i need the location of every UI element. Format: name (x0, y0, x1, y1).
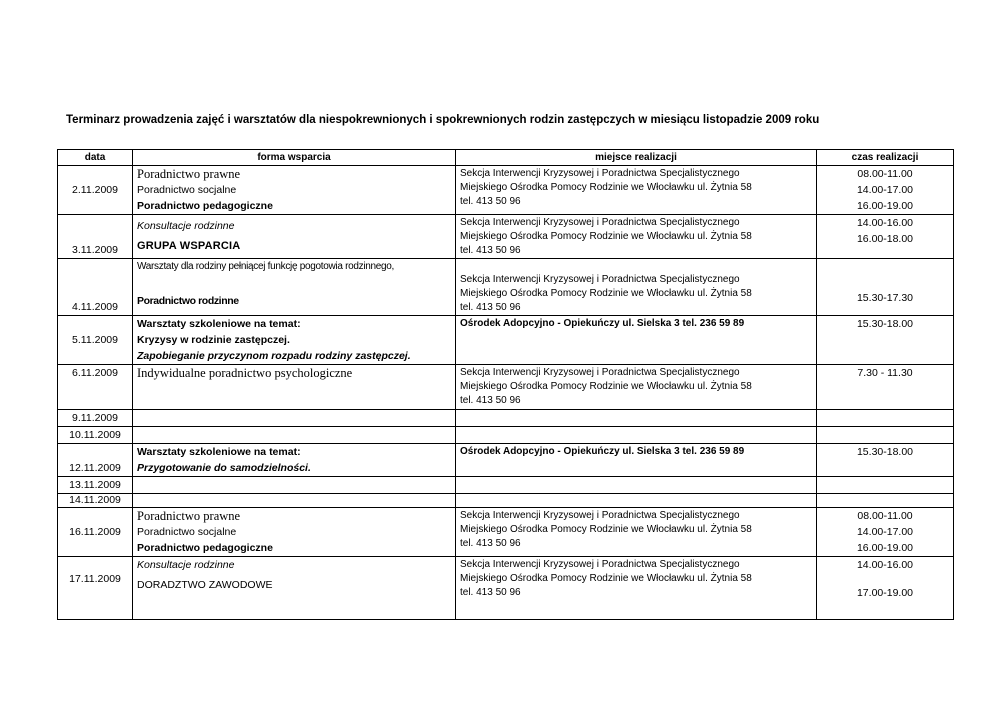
table-row (58, 557, 954, 620)
document-title: Terminarz prowadzenia zajęć i warsztatów dla niespokrewnionych i spokrewnionych rodzin zastępczych w miesiącu listopadzie 2009 roku (66, 114, 820, 126)
place-line: Miejskiego Ośrodka Pomocy Rodzinie we Włocławku ul. Żytnia 58 (460, 524, 752, 535)
row-date: 9.11.2009 (58, 410, 133, 427)
row-form (133, 215, 456, 259)
table-row (58, 508, 954, 557)
table-row (58, 444, 954, 477)
row-time (817, 410, 954, 427)
header-form: forma wsparcia (133, 150, 456, 166)
place-line: Miejskiego Ośrodka Pomocy Rodzinie we Włocławku ul. Żytnia 58 (460, 182, 752, 193)
table-row (58, 365, 954, 410)
row-date: 3.11.2009 (58, 215, 133, 259)
row-form (133, 365, 456, 410)
table-row (58, 316, 954, 365)
time-line: 15.30-18.00 (856, 318, 914, 330)
row-date: 16.11.2009 (58, 508, 133, 557)
row-place (456, 259, 817, 316)
row-place (456, 365, 817, 410)
time-line: 14.00-17.00 (856, 526, 914, 538)
row-place (456, 410, 817, 427)
row-form (133, 477, 456, 494)
place-line: tel. 413 50 96 (460, 395, 521, 406)
place-line: Miejskiego Ośrodka Pomocy Rodzinie we Włocławku ul. Żytnia 58 (460, 381, 752, 392)
row-time (817, 557, 954, 620)
form-line: GRUPA WSPARCIA (137, 240, 241, 252)
form-line: Poradnictwo pedagogiczne (137, 542, 273, 554)
row-time (817, 444, 954, 477)
row-time (817, 259, 954, 316)
place-line: Sekcja Interwencji Kryzysowej i Poradnictwa Specjalistycznego (460, 559, 740, 570)
row-date: 14.11.2009 (58, 494, 133, 508)
form-line: Zapobieganie przyczynom rozpadu rodziny zastępczej. (137, 350, 411, 362)
place-line: Sekcja Interwencji Kryzysowej i Poradnictwa Specjalistycznego (460, 510, 740, 521)
time-line: 14.00-16.00 (856, 217, 914, 229)
place-line: tel. 413 50 96 (460, 302, 521, 313)
row-form (133, 508, 456, 557)
header-place: miejsce realizacji (456, 150, 817, 166)
form-line: Poradnictwo rodzinne (137, 295, 239, 307)
place-line: tel. 413 50 96 (460, 587, 521, 598)
time-line: 14.00-16.00 (856, 559, 914, 571)
row-place (456, 444, 817, 477)
row-date: 17.11.2009 (58, 557, 133, 620)
row-form (133, 166, 456, 215)
place-line: Miejskiego Ośrodka Pomocy Rodzinie we Włocławku ul. Żytnia 58 (460, 288, 752, 299)
place-line: Ośrodek Adopcyjno - Opiekuńczy ul. Sielska 3 tel. 236 59 89 (460, 318, 745, 329)
place-line: tel. 413 50 96 (460, 245, 521, 256)
row-form (133, 259, 456, 316)
row-time (817, 166, 954, 215)
form-line: Przygotowanie do samodzielności. (137, 462, 311, 474)
place-line: Miejskiego Ośrodka Pomocy Rodzinie we Włocławku ul. Żytnia 58 (460, 231, 752, 242)
place-line: Sekcja Interwencji Kryzysowej i Poradnictwa Specjalistycznego (460, 168, 740, 179)
row-form (133, 444, 456, 477)
row-form (133, 557, 456, 620)
row-time (817, 508, 954, 557)
time-line: 15.30-17.30 (856, 292, 914, 304)
row-date: 6.11.2009 (58, 365, 133, 410)
row-time (817, 477, 954, 494)
row-date: 10.11.2009 (58, 427, 133, 444)
form-line: Warsztaty szkoleniowe na temat: (137, 446, 301, 458)
table-row (58, 477, 954, 494)
table-row (58, 427, 954, 444)
row-form (133, 494, 456, 508)
form-line: Warsztaty szkoleniowe na temat: (137, 318, 301, 330)
row-time (817, 215, 954, 259)
row-date: 5.11.2009 (58, 316, 133, 365)
table-header-row (58, 150, 954, 166)
row-place (456, 427, 817, 444)
row-form (133, 427, 456, 444)
form-line: Poradnictwo prawne (137, 167, 241, 181)
form-line: Konsultacje rodzinne (137, 559, 235, 571)
row-time (817, 427, 954, 444)
table-row (58, 410, 954, 427)
row-place (456, 316, 817, 365)
time-line: 16.00-18.00 (856, 233, 914, 245)
row-date: 12.11.2009 (58, 444, 133, 477)
header-date: data (58, 150, 133, 166)
place-line: Miejskiego Ośrodka Pomocy Rodzinie we Włocławku ul. Żytnia 58 (460, 573, 752, 584)
place-line: tel. 413 50 96 (460, 196, 521, 207)
form-line: Poradnictwo pedagogiczne (137, 200, 273, 212)
table-row (58, 166, 954, 215)
row-date: 13.11.2009 (58, 477, 133, 494)
form-line: Poradnictwo socjalne (137, 184, 237, 196)
table-row (58, 259, 954, 316)
row-date: 2.11.2009 (58, 166, 133, 215)
place-line: Sekcja Interwencji Kryzysowej i Poradnictwa Specjalistycznego (460, 274, 740, 285)
row-place (456, 477, 817, 494)
row-form (133, 410, 456, 427)
header-time: czas realizacji (817, 150, 954, 166)
form-line: Poradnictwo socjalne (137, 526, 237, 538)
row-form (133, 316, 456, 365)
time-line: 15.30-18.00 (856, 446, 914, 458)
row-place (456, 166, 817, 215)
row-place (456, 215, 817, 259)
row-time (817, 365, 954, 410)
place-line: Sekcja Interwencji Kryzysowej i Poradnictwa Specjalistycznego (460, 217, 740, 228)
row-place (456, 508, 817, 557)
table-row (58, 494, 954, 508)
time-line: 08.00-11.00 (857, 168, 913, 180)
time-line: 16.00-19.00 (856, 200, 914, 212)
form-line: Konsultacje rodzinne (137, 220, 235, 232)
form-line: Kryzysy w rodzinie zastępczej. (137, 334, 290, 346)
time-line: 14.00-17.00 (856, 184, 914, 196)
time-line: 08.00-11.00 (857, 510, 913, 522)
table-row (58, 215, 954, 259)
row-time (817, 494, 954, 508)
schedule-table (57, 149, 954, 620)
row-time (817, 316, 954, 365)
form-line: DORADZTWO ZAWODOWE (137, 579, 273, 591)
time-line: 16.00-19.00 (856, 542, 914, 554)
form-line: Indywidualne poradnictwo psychologiczne (137, 366, 353, 380)
place-line: Ośrodek Adopcyjno - Opiekuńczy ul. Sielska 3 tel. 236 59 89 (460, 446, 745, 457)
form-line: Poradnictwo prawne (137, 509, 241, 523)
form-line: Warsztaty dla rodziny pełniącej funkcję pogotowia rodzinnego, (137, 261, 395, 272)
row-place (456, 557, 817, 620)
row-place (456, 494, 817, 508)
place-line: tel. 413 50 96 (460, 538, 521, 549)
row-date: 4.11.2009 (58, 259, 133, 316)
time-line: 17.00-19.00 (856, 587, 914, 599)
place-line: Sekcja Interwencji Kryzysowej i Poradnictwa Specjalistycznego (460, 367, 740, 378)
time-line: 7.30 - 11.30 (857, 367, 913, 379)
